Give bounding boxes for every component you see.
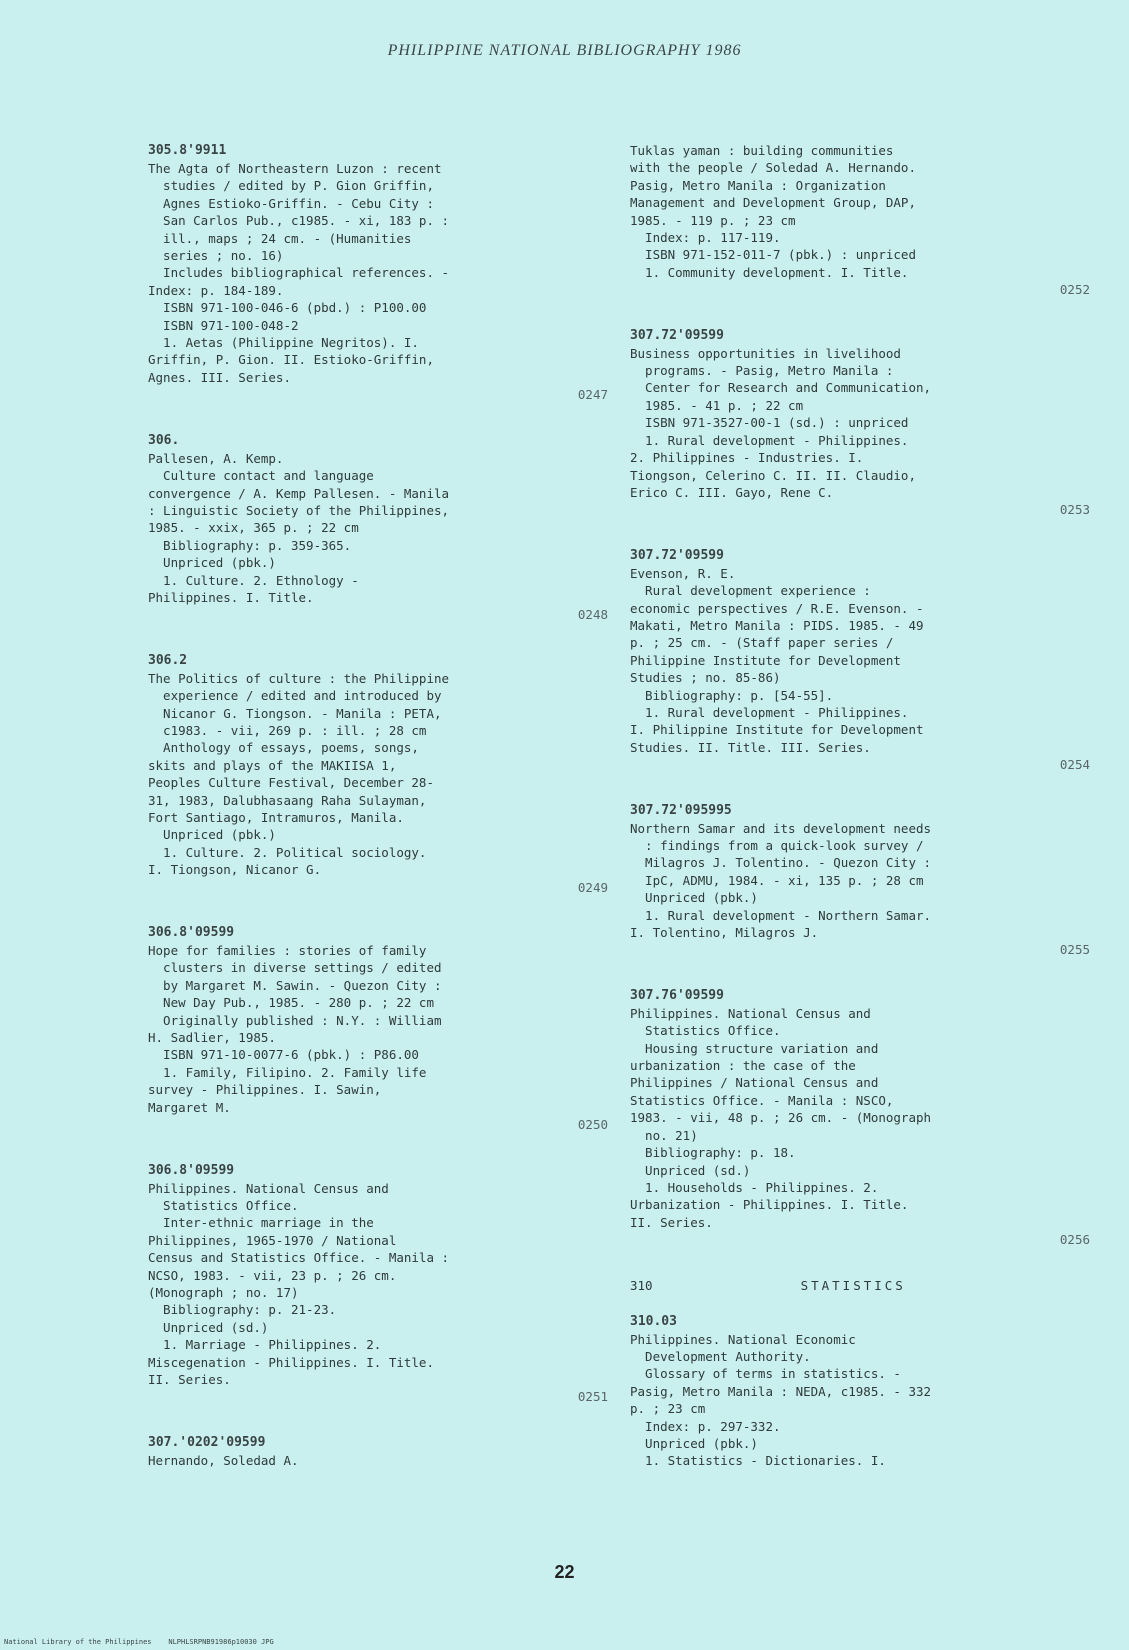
call-number: 305.8'9911	[148, 143, 227, 158]
entry-line: Philippines. National Census and	[148, 1180, 389, 1196]
entry-line: survey - Philippines. I. Sawin,	[148, 1082, 382, 1098]
bib-entry	[148, 142, 608, 404]
entry-line: Philippines, 1965-1970 / National	[148, 1232, 397, 1248]
entry-line: no. 21)	[630, 1127, 698, 1143]
call-number: 306.2	[148, 652, 188, 668]
call-number: 306.	[148, 432, 180, 448]
bib-entry	[630, 327, 1090, 519]
entry-line: Index: p. 184-189.	[148, 282, 284, 298]
entry-line: I. Tiongson, Nicanor G.	[148, 862, 322, 878]
entry-line: The Politics of culture : the Philippine	[148, 670, 450, 686]
entry-line: Philippines. I. Title.	[148, 589, 314, 605]
entry-line: II. Series.	[148, 1371, 231, 1387]
entry-line: Unpriced (pbk.)	[630, 890, 758, 906]
bib-entry	[630, 987, 1090, 1249]
entry-line: 1985. - xxix, 365 p. ; 22 cm	[148, 520, 359, 536]
entry-line: Pasig, Metro Manila : NEDA, c1985. - 332	[630, 1383, 932, 1399]
entry-line: Erico C. III. Gayo, Rene C.	[630, 484, 834, 500]
entry-line: Philippines. National Census and	[630, 1005, 871, 1021]
entry-line: p. ; 25 cm. - (Staff paper series /	[630, 635, 894, 651]
entry-line: Agnes Estioko-Griffin. - Cebu City :	[148, 195, 434, 211]
entry-line: Culture contact and language	[148, 468, 374, 484]
entry-line: 1. Community development. I. Title.	[630, 264, 909, 280]
entry-line: series ; no. 16)	[148, 248, 284, 264]
entry-line: Philippines / National Census and	[630, 1075, 879, 1091]
entry-line: 1. Rural development - Philippines.	[630, 704, 909, 720]
entry-line: Griffin, P. Gion. II. Estioko-Griffin,	[148, 352, 434, 368]
entry-line: Bibliography: p. 18.	[630, 1145, 796, 1161]
entry-line: Pasig, Metro Manila : Organization	[630, 177, 886, 193]
entry-line: 1. Marriage - Philippines. 2.	[148, 1337, 382, 1353]
entry-line: experience / edited and introduced by	[148, 688, 442, 704]
entry-line: 1. Aetas (Philippine Negritos). I.	[148, 335, 419, 351]
call-number: 306.8'09599	[148, 1162, 235, 1178]
entry-line: Unpriced (pbk.)	[148, 555, 276, 571]
entry-number: 0247	[577, 387, 608, 403]
entry-line: Urbanization - Philippines. I. Title.	[630, 1197, 909, 1213]
entry-number: 0254	[1059, 757, 1090, 773]
entry-line: IpC, ADMU, 1984. - xi, 135 p. ; 28 cm	[630, 872, 924, 888]
bib-entry	[630, 142, 1090, 299]
entry-line: II. Series.	[630, 1214, 713, 1230]
bib-entry	[148, 432, 608, 624]
entry-line: Housing structure variation and	[630, 1040, 879, 1056]
entry-line: ISBN 971-3527-00-1 (sd.) : unpriced	[630, 415, 909, 431]
call-number: 307.72'095995	[630, 802, 732, 818]
entry-line: ISBN 971-100-046-6 (pbd.) : P100.00	[148, 300, 427, 316]
entry-line: 1. Culture. 2. Ethnology -	[148, 572, 359, 588]
entry-line: Rural development experience :	[630, 583, 871, 599]
entry-line: Milagros J. Tolentino. - Quezon City :	[630, 855, 932, 871]
entry-line: c1983. - vii, 269 p. : ill. ; 28 cm	[148, 722, 427, 738]
entry-line: Hope for families : stories of family	[148, 943, 427, 959]
entry-line: 1985. - 41 p. ; 22 cm	[630, 397, 804, 413]
entry-line: skits and plays of the MAKIISA 1,	[148, 757, 397, 773]
entry-line: H. Sadlier, 1985.	[148, 1030, 276, 1046]
entry-line: Philippine Institute for Development	[630, 652, 901, 668]
entry-line: Bibliography: p. 359-365.	[148, 537, 352, 553]
bib-entry	[148, 652, 608, 896]
entry-line: I. Philippine Institute for Development	[630, 722, 924, 738]
entry-line: Northern Samar and its development needs	[630, 820, 932, 836]
entry-line: Pallesen, A. Kemp.	[148, 450, 284, 466]
entry-number: 0251	[577, 1389, 608, 1405]
entry-line: economic perspectives / R.E. Evenson. -	[630, 600, 924, 616]
entry-line: Studies ; no. 85-86)	[630, 670, 781, 686]
entry-number: 0256	[1059, 1232, 1090, 1248]
entry-line: Statistics Office.	[148, 1197, 299, 1213]
left-column	[148, 142, 608, 1497]
entry-line: 1983. - vii, 48 p. ; 26 cm. - (Monograph	[630, 1110, 932, 1126]
entry-line: Hernando, Soledad A.	[148, 1452, 299, 1468]
entry-line: San Carlos Pub., c1985. - xi, 183 p. :	[148, 213, 450, 229]
bib-entry	[630, 1313, 1090, 1470]
entry-line: Unpriced (sd.)	[148, 1319, 269, 1335]
bib-entry	[630, 802, 1090, 959]
bib-entry	[148, 1434, 608, 1469]
entry-line: ill., maps ; 24 cm. - (Humanities	[148, 230, 412, 246]
section-heading	[630, 1277, 1090, 1295]
entry-line: 1. Rural development - Philippines.	[630, 432, 909, 448]
entry-line: convergence / A. Kemp Pallesen. - Manila	[148, 485, 450, 501]
entry-line: Philippines. National Economic	[630, 1331, 856, 1347]
bib-entry	[148, 1162, 608, 1406]
entry-line: 2. Philippines - Industries. I.	[630, 450, 864, 466]
entry-line: clusters in diverse settings / edited	[148, 960, 442, 976]
entry-line: 1. Rural development - Northern Samar.	[630, 907, 932, 923]
entry-line: Development Authority.	[630, 1348, 811, 1364]
call-number: 306.8'09599	[148, 925, 235, 941]
entry-line: Tuklas yaman : building communities	[630, 143, 894, 158]
entry-line: Miscegenation - Philippines. I. Title.	[148, 1354, 434, 1370]
entry-line: 31, 1983, Dalubhasaang Raha Sulayman,	[148, 792, 427, 808]
entry-line: Census and Statistics Office. - Manila :	[148, 1250, 450, 1266]
section-number: 310	[630, 1277, 653, 1293]
entry-line: Margaret M.	[148, 1099, 231, 1115]
entry-number: 0255	[1059, 942, 1090, 958]
entry-line: Tiongson, Celerino C. II. II. Claudio,	[630, 467, 916, 483]
entry-line: The Agta of Northeastern Luzon : recent	[148, 161, 442, 176]
entry-line: ISBN 971-10-0077-6 (pbk.) : P86.00	[148, 1047, 419, 1063]
entry-line: Bibliography: p. 21-23.	[148, 1302, 337, 1318]
entry-line: Glossary of terms in statistics. -	[630, 1366, 901, 1382]
entry-line: Originally published : N.Y. : William	[148, 1012, 442, 1028]
entry-line: Anthology of essays, poems, songs,	[148, 740, 419, 756]
entry-line: urbanization : the case of the	[630, 1058, 856, 1074]
call-number: 307.'0202'09599	[148, 1434, 266, 1450]
entry-line: programs. - Pasig, Metro Manila :	[630, 363, 894, 379]
entry-number: 0252	[1059, 282, 1090, 298]
entry-line: with the people / Soledad A. Hernando.	[630, 160, 916, 176]
section-title: STATISTICS	[800, 1277, 906, 1293]
entry-line: NCSO, 1983. - vii, 23 p. ; 26 cm.	[148, 1267, 397, 1283]
entry-line: Unpriced (pbk.)	[148, 827, 276, 843]
entry-line: 1. Culture. 2. Political sociology.	[148, 844, 427, 860]
call-number: 307.76'09599	[630, 987, 724, 1003]
entry-line: Center for Research and Communication,	[630, 380, 932, 396]
entry-line: : Linguistic Society of the Philippines,	[148, 502, 450, 518]
entry-line: Fort Santiago, Intramuros, Manila.	[148, 810, 404, 825]
page-number: 22	[554, 1562, 575, 1582]
entry-line: I. Tolentino, Milagros J.	[630, 925, 819, 941]
entry-line: Business opportunities in livelihood	[630, 345, 901, 361]
entry-line: p. ; 23 cm	[630, 1401, 706, 1417]
entry-line: 1. Households - Philippines. 2.	[630, 1179, 879, 1195]
entry-line: Nicanor G. Tiongson. - Manila : PETA,	[148, 705, 442, 721]
call-number: 310.03	[630, 1313, 677, 1329]
entry-line: Inter-ethnic marriage in the	[148, 1215, 374, 1231]
entry-line: Agnes. III. Series.	[148, 369, 291, 385]
call-number: 307.72'09599	[630, 327, 724, 343]
entry-number: 0250	[577, 1117, 608, 1133]
call-number: 307.72'09599	[630, 547, 724, 563]
entry-line: Evenson, R. E.	[630, 565, 736, 581]
entry-line: : findings from a quick-look survey /	[630, 838, 924, 853]
entry-line: Management and Development Group, DAP,	[630, 195, 916, 211]
entry-line: Statistics Office.	[630, 1023, 781, 1039]
entry-line: 1985. - 119 p. ; 23 cm	[630, 212, 796, 228]
entry-line: Studies. II. Title. III. Series.	[630, 739, 871, 755]
bib-entry	[630, 547, 1090, 774]
entry-line: (Monograph ; no. 17)	[148, 1284, 299, 1300]
bib-entry	[148, 924, 608, 1133]
page-header: PHILIPPINE NATIONAL BIBLIOGRAPHY 1986	[387, 42, 742, 59]
entry-line: Bibliography: p. [54-55].	[630, 687, 834, 703]
scan-footer: National Library of the Philippines NLPHLSRPNB91986p10030 JPG	[4, 1638, 274, 1646]
entry-line: 1. Statistics - Dictionaries. I.	[630, 1453, 886, 1469]
entry-line: studies / edited by P. Gion Griffin,	[148, 178, 434, 194]
entry-line: 1. Family, Filipino. 2. Family life	[148, 1064, 427, 1080]
entry-line: Index: p. 297-332.	[630, 1418, 781, 1434]
entry-number: 0253	[1059, 502, 1090, 518]
right-column	[630, 142, 1090, 1498]
entry-line: by Margaret M. Sawin. - Quezon City :	[148, 977, 442, 993]
entry-line: Peoples Culture Festival, December 28-	[148, 775, 434, 791]
entry-line: ISBN 971-100-048-2	[148, 317, 299, 333]
entry-line: Unpriced (sd.)	[630, 1162, 751, 1178]
entry-line: Index: p. 117-119.	[630, 230, 781, 246]
entry-line: New Day Pub., 1985. - 280 p. ; 22 cm	[148, 995, 434, 1011]
entry-line: Makati, Metro Manila : PIDS. 1985. - 49	[630, 617, 924, 633]
entry-line: Unpriced (pbk.)	[630, 1435, 758, 1451]
entry-line: Includes bibliographical references. -	[148, 265, 450, 281]
entry-number: 0249	[577, 879, 608, 895]
entry-number: 0248	[577, 607, 608, 623]
entry-line: ISBN 971-152-011-7 (pbk.) : unpriced	[630, 247, 916, 263]
entry-line: Statistics Office. - Manila : NSCO,	[630, 1092, 894, 1108]
